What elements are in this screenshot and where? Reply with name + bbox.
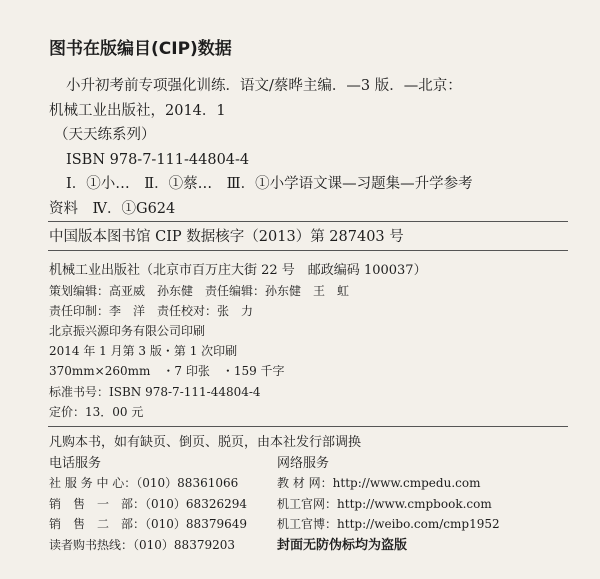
publisher-name-address: 机械工业出版社（北京市百万庄大街 22 号 邮政编码 100037）	[49, 263, 427, 278]
cip-line-1: 小升初考前专项强化训练．语文/蔡晔主编．—3 版．—北京：	[66, 78, 462, 94]
format: 370mm×260mm ・7 印张 ・159 千字	[49, 364, 285, 378]
price: 定价：13．00 元	[49, 405, 144, 419]
net-row	[277, 518, 500, 530]
proofreading: 责任印制：李 洋 责任校对：张 力	[49, 304, 254, 318]
anti-counterfeit-note: 封面无防伪标均为盗版	[277, 538, 408, 553]
cip-classification-2: 资料 Ⅳ．①G624	[49, 201, 176, 217]
phone-row	[49, 477, 238, 489]
cip-isbn: ISBN 978-7-111-44804-4	[66, 152, 250, 168]
phone-row	[49, 539, 235, 551]
phone-service-title: 电话服务	[49, 456, 102, 471]
phone-value: （010）68326294	[145, 497, 247, 511]
planning-editor: 策划编辑：高亚威 孙东健 责任编辑：孙东健 王 虹	[49, 284, 350, 298]
standard-isbn: 标准书号：ISBN 978-7-111-44804-4	[49, 385, 261, 399]
printer: 北京振兴源印务有限公司印刷	[49, 324, 206, 338]
net-link[interactable]: http://weibo.com/cmp1952	[337, 517, 500, 531]
divider	[48, 221, 568, 222]
phone-value: （010）88379203	[133, 538, 235, 552]
phone-label: 销 售 一 部：	[49, 497, 146, 511]
divider	[48, 250, 568, 251]
cip-approval: 中国版本图书馆 CIP 数据核字（2013）第 287403 号	[49, 229, 404, 245]
notice: 凡购本书，如有缺页、倒页、脱页，由本社发行部调换	[49, 435, 362, 450]
phone-value: （010）88361066	[136, 476, 239, 490]
phone-row	[49, 518, 247, 530]
net-link[interactable]: http://www.cmpedu.com	[332, 476, 481, 490]
phone-row	[49, 498, 247, 510]
phone-label: 销 售 二 部：	[49, 517, 146, 531]
net-row	[277, 477, 480, 489]
net-label: 机工官博：	[277, 517, 338, 531]
cip-series: （天天练系列）	[54, 127, 156, 143]
net-service-title: 网络服务	[277, 456, 330, 471]
net-label: 教 材 网：	[277, 476, 333, 490]
net-label: 机工官网：	[277, 497, 338, 511]
cip-classification-1: Ⅰ．①小… Ⅱ．①蔡… Ⅲ．①小学语文课—习题集—升学参考	[66, 176, 473, 192]
net-link[interactable]: http://www.cmpbook.com	[337, 497, 492, 511]
edition: 2014 年 1 月第 3 版・第 1 次印刷	[49, 344, 238, 358]
phone-label: 读者购书热线：	[49, 538, 134, 552]
divider	[48, 426, 568, 427]
phone-value: （010）88379649	[145, 517, 247, 531]
cip-line-2: 机械工业出版社，2014．1	[49, 103, 226, 119]
cip-heading: 图书在版编目(CIP)数据	[49, 39, 232, 59]
net-row	[277, 498, 492, 510]
phone-label: 社 服 务 中 心：	[49, 476, 137, 490]
